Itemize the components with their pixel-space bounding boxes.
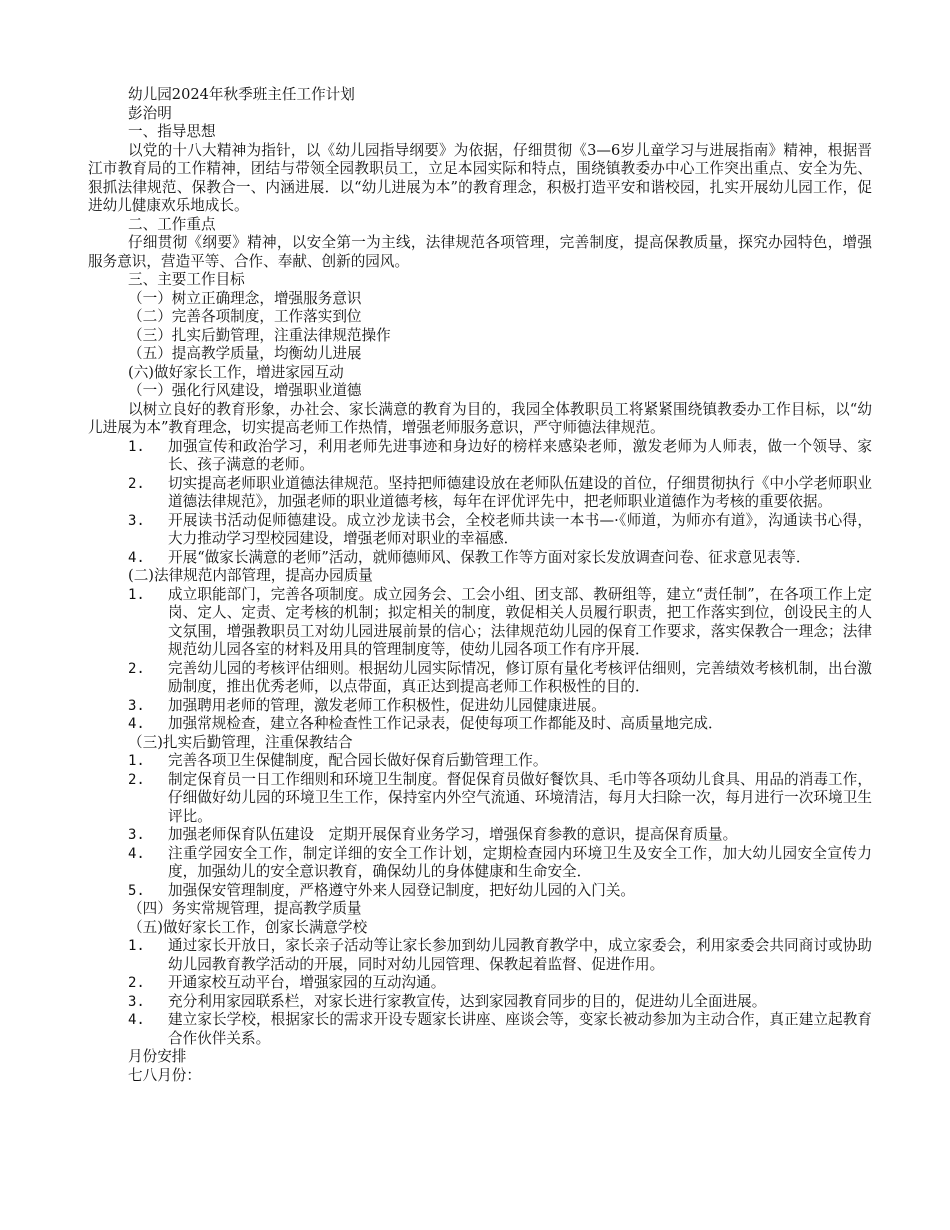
part-intro: 以树立良好的教育形象，办社会、家长满意的教育为目的，我园全体教职员工将紧紧围绕镇教委办工作目标，以“幼儿进展为本”教育理念，切实提高老师工作热情，增强老师服务意识，严守师德法律规范。 [88,400,872,436]
goal-item: （三）扎实后勤管理，注重法律规范操作 [128,326,391,344]
item-text: 充分利用家园联系栏，对家长进行家教宣传，达到家园教育同步的目的，促进幼儿全面进展。 [168,992,767,1010]
list-item [88,586,872,660]
section-paragraph: 以党的十八大精神为指针，以《幼儿园指导纲要》为依据，仔细贯彻《3—6岁儿童学习与进展指南》精神，根据晋江市教育局的工作精神，团结与带领全园教职员工，立足本园实际和特点，围绕镇教委办中心工作突出重点、安全为先、狠抓法律规范、保教合一、内涵进展．以“幼儿进展为本”的教育理念，积极打造平安和谐校园，扎实开展幼儿园工作，促进幼儿健康欢乐地成长。 [88,141,872,214]
goal-item: (六)做好家长工作，增进家园互动 [128,363,344,381]
item-text: 加强聘用老师的管理，激发老师工作积极性，促进幼儿园健康进展。 [168,696,606,714]
section-paragraph: 仔细贯彻《纲要》精神，以安全第一为主线，法律规范各项管理，完善制度，提高保教质量，探究办园特色，增强服务意识，营造平等、合作、奉献、创新的园风。 [88,234,872,270]
item-number: 5. [128,882,145,899]
item-number: 3. [128,697,145,714]
item-number: 1. [128,438,145,455]
schedule-month: 七八月份： [128,1066,201,1084]
item-number: 3. [128,993,145,1010]
item-text: 通过家长开放日，家长亲子活动等让家长参加到幼儿园教育教学中，成立家委会，利用家委会共同商讨或协助幼儿园教育教学活动的开展，同时对幼儿园管理、保教起着监督、促进作用。 [168,937,872,973]
item-text: 切实提高老师职业道德法律规范。坚持把师德建设放在老师队伍建设的首位，仔细贯彻执行《中小学老师职业道德法律规范》，加强老师的职业道德考核，每年在评优评先中，把老师职业道德作为考核的重要依据。 [168,474,872,510]
item-text: 注重学园安全工作，制定详细的安全工作计划，定期检查园内环境卫生及安全工作，加大幼儿园安全宣传力度，加强幼儿的安全意识教育，确保幼儿的身体健康和生命安全． [168,844,872,880]
part-heading: （五)做好家长工作，创家长满意学校 [128,918,368,936]
list-item [88,438,872,475]
list-item [88,937,872,974]
document-author: 彭治明 [128,104,172,122]
item-text: 完善各项卫生保健制度，配合园长做好保育后勤管理工作。 [168,752,548,769]
list-item [88,697,872,716]
item-text: 加强常规检查，建立各种检查性工作记录表，促使每项工作都能及时、高质量地完成． [168,715,723,732]
list-item [88,1011,872,1048]
list-item [88,771,872,827]
document-page [88,86,872,1085]
item-text: 加强宣传和政治学习，利用老师先进事迹和身边好的榜样来感染老师，激发老师为人师表，做一个领导、家长、孩子满意的老师。 [168,437,872,473]
item-text: 制定保育员一日工作细则和环境卫生制度。督促保育员做好餐饮具、毛巾等各项幼儿食具、用品的消毒工作，仔细做好幼儿园的环境卫生工作，保持室内外空气流通、环境清洁，每月大扫除一次，每月进行一次环境卫生评比。 [168,770,872,825]
list-item [88,660,872,697]
list-item [88,882,872,901]
section-heading: 三、主要工作目标 [128,271,245,288]
list-item [88,752,872,771]
goal-item: （五）提高教学质量，均衡幼儿进展 [128,345,362,362]
item-number: 2. [128,475,145,492]
item-number: 1. [128,938,145,954]
item-text: 加强保安管理制度，严格遵守外来人园登记制度，把好幼儿园的入门关。 [168,881,636,899]
schedule-heading: 月份安排 [128,1048,187,1065]
goal-item: （二）完善各项制度，工作落实到位 [128,308,362,325]
item-number: 4. [128,716,145,732]
item-text: 建立家长学校，根据家长的需求开设专题家长讲座、座谈会等，变家长被动参加为主动合作，真正建立起教育合作伙伴关系。 [168,1011,872,1047]
list-item [88,993,872,1012]
item-number: 3. [128,827,145,843]
item-number: 2. [128,975,145,991]
item-number: 4. [128,549,145,566]
list-item [88,845,872,882]
item-number: 2. [128,660,145,677]
goal-item: （一）树立正确理念，增强服务意识 [128,289,362,307]
item-text: 完善幼儿园的考核评估细则。根据幼儿园实际情况，修订原有量化考核评估细则，完善绩效考核机制，出台激励制度，推出优秀老师，以点带面，真正达到提高老师工作积极性的目的． [168,659,872,695]
list-item [88,549,872,568]
item-number: 1. [128,753,145,769]
section-heading: 二、工作重点 [128,215,216,233]
item-text: 开展读书活动促师德建设。成立沙龙读书会，全校老师共读一本书—·《师道，为师亦有道》，沟通读书心得，大力推动学习型校园建设，增强老师对职业的幸福感． [168,511,872,547]
document-title: 幼儿园2024年秋季班主任工作计划 [128,86,355,103]
item-text: 加强老师保育队伍建设 定期开展保育业务学习，增强保育参教的意识，提高保育质量。 [168,826,738,843]
list-item [88,715,872,734]
list-item [88,974,872,993]
item-number: 4. [128,845,145,862]
item-number: 1. [128,586,145,603]
list-item [88,475,872,512]
part-heading: （三)扎实后勤管理，注重保教结合 [128,733,353,751]
item-text: 成立职能部门，完善各项制度。成立园务会、工会小组、团支部、教研组等，建立“责任制”，在各项工作上定岗、定人、定责、定考核的机制；拟定相关的制度，敦促相关人员履行职责，把工作落实到位，创设民主的人文氛围，增强教职员工对幼儿园进展前景的信心；法律规范幼儿园的保育工作要求，落实保教合一理念；法律规范幼儿园各室的材料及用具的管理制度等，使幼儿园各项工作有序开展． [168,585,872,658]
item-text: 开展“做家长满意的老师”活动，就师德师风、保教工作等方面对家长发放调查问卷、征求意见表等． [168,548,811,566]
item-number: 3. [128,512,145,529]
item-number: 2. [128,771,145,788]
item-number: 4. [128,1012,145,1028]
item-text: 开通家校互动平台，增强家园的互动沟通。 [168,974,446,991]
part-heading: (二)法律规范内部管理，提高办园质量 [128,567,373,584]
section-heading: 一、指导思想 [128,123,216,140]
part-heading: （四）务实常规管理，提高教学质量 [128,900,362,917]
list-item [88,512,872,549]
list-item [88,826,872,845]
part-heading: （一）强化行风建设，增强职业道德 [128,382,362,399]
